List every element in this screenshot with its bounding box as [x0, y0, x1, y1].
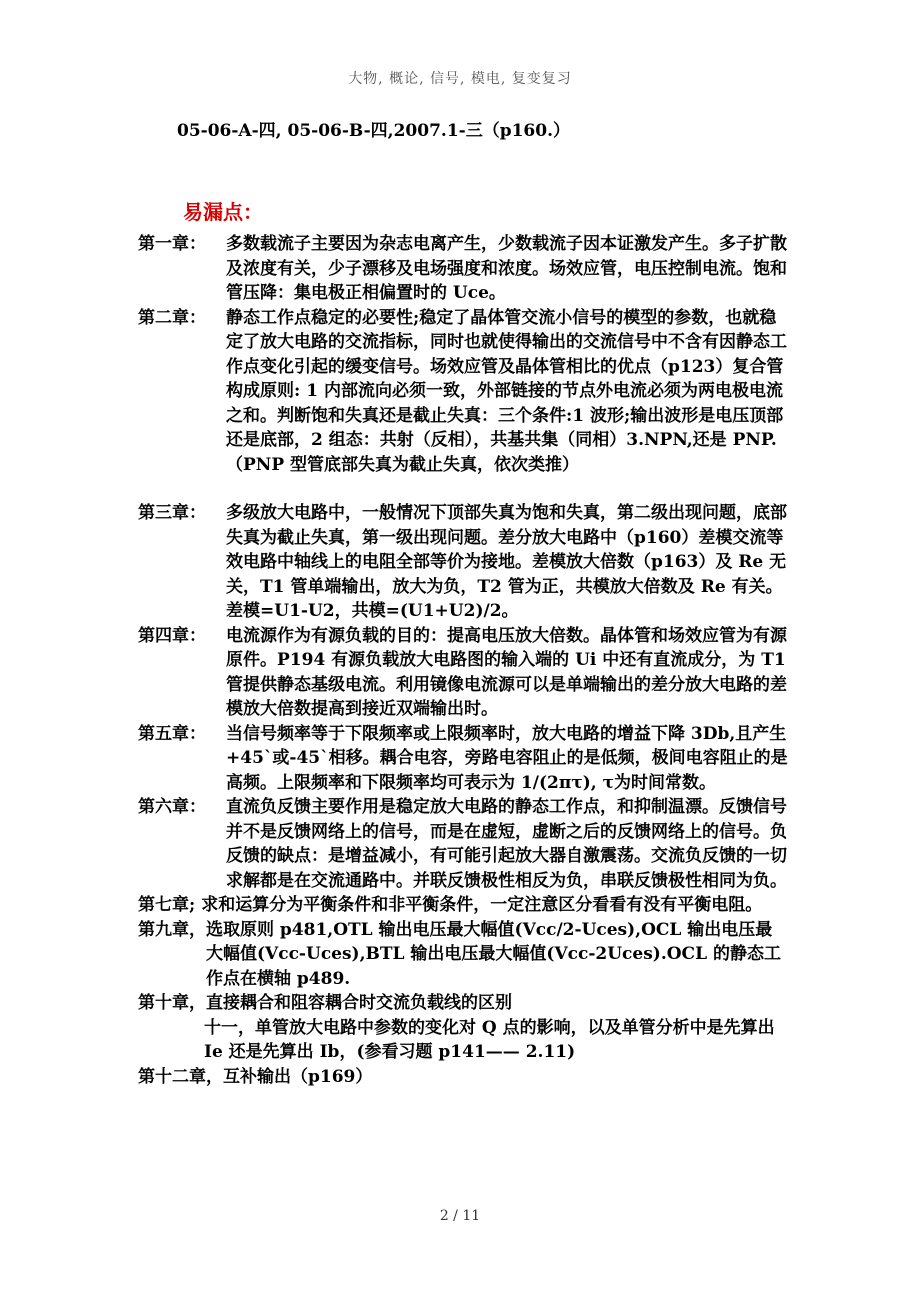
- chapter-11: 十一，单管放大电路中参数的变化对 Q 点的影响，以及单管分析中是先算出 Ie 还是先算出 Ib，(参看习题 p141—— 2.11): [204, 1017, 775, 1062]
- chapter-notes: [138, 232, 788, 1089]
- chapter-7: 第七章; 求和运算分为平衡条件和非平衡条件，一定注意区分看看有没有平衡电阻。: [138, 895, 763, 915]
- chapter-10: 第十章，直接耦合和阻容耦合时交流负载线的区别: [138, 993, 512, 1013]
- chapter-12: 第十二章，互补输出（p169）: [138, 1066, 373, 1087]
- chapter-text: 选取原则 p481,OTL 输出电压最大幅值(Vcc/2-Uces),OCL 输出电压最大幅值(Vcc-Uces),BTL 输出电压最大幅值(Vcc-2Uces).OCL 的静态工作点在横轴 p489.: [206, 919, 781, 989]
- chapter-label: 第六章：: [138, 797, 206, 817]
- page-header: 大物, 概论, 信号, 模电, 复变复习: [348, 71, 572, 87]
- chapter-label: 第五章：: [138, 723, 206, 744]
- chapter-5: [138, 722, 788, 796]
- chapter-text: 多数载流子主要因为杂志电离产生，少数载流子因本证激发产生。多子扩散及浓度有关，少子漂移及电场强度和浓度。场效应管，电压控制电流。饱和管压降：集电极正相偏置时的 Uce。: [226, 234, 787, 303]
- chapter-2: [138, 306, 788, 478]
- chapter-label: 第三章：: [138, 503, 206, 523]
- chapter-label: 第九章，: [138, 919, 206, 940]
- section-title-easy-miss: 易漏点：: [183, 200, 263, 224]
- chapter-4: [138, 624, 788, 722]
- chapter-label: 第二章：: [138, 307, 206, 328]
- chapter-text: 当信号频率等于下限频率或上限频率时，放大电路的增益下降 3Db,且产生+45`或-45`相移。耦合电容，旁路电容阻止的是低频，极间电容阻止的是高频。上限频率和下限频率均可表示为 1/(2πτ), τ为时间常数。: [226, 723, 788, 793]
- chapter-6: [138, 795, 788, 893]
- chapter-text: 多级放大电路中，一般情况下顶部失真为饱和失真，第二级出现问题，底部失真为截止失真，第一级出现问题。差分放大电路中（p160）差模交流等效电路中轴线上的电阻全部等价为接地。差模放大倍数（p163）及 Re 无关，T1 管单端输出，放大为负，T2 管为正，共模放大倍数及 Re 有关。差模=U1-U2，共模=(U1+U2)/2。: [226, 503, 787, 621]
- chapter-text: 电流源作为有源负载的目的：提高电压放大倍数。晶体管和场效应管为有源原件。P194 有源负载放大电路图的输入端的 Ui 中还有直流成分，为 T1 管提供静态基级电流。利用镜像电流源可以是单端输出的差分放大电路的差模放大倍数提高到接近双端输出时。: [226, 625, 787, 719]
- chapter-1: [138, 232, 788, 306]
- chapter-text: 静态工作点稳定的必要性;稳定了晶体管交流小信号的模型的参数，也就稳定了放大电路的交流指标，同时也就使得输出的交流信号中不含有因静态工作点变化引起的缓变信号。场效应管及晶体管相比的优点（p123）复合管构成原则: 1 内部流向必须一致，外部链接的节点外电流必须为两电极电流之和。判断饱和失真还是截止失真：三个条件:1 波形;输出波形是电压顶部还是底部，2 组态：共射（反相），共基共集（同相）3.NPN,还是 PNP.（PNP 型管底部失真为截止失真，依次类推）: [226, 307, 787, 475]
- chapter-label: 第一章：: [138, 234, 206, 254]
- chapter-label: 第四章：: [138, 625, 206, 646]
- chapter-3: [138, 501, 788, 624]
- exam-reference: 05-06-A-四, 05-06-B-四,2007.1-三（p160.）: [177, 121, 571, 141]
- chapter-9: [138, 918, 788, 992]
- chapter-text: 直流负反馈主要作用是稳定放大电路的静态工作点，和抑制温漂。反馈信号并不是反馈网络上的信号，而是在虚短，虚断之后的反馈网络上的信号。负反馈的缺点：是增益减小，有可能引起放大器自激震荡。交流负反馈的一切求解都是在交流通路中。并联反馈极性相反为负，串联反馈极性相同为负。: [226, 797, 787, 891]
- page-number: 2 / 11: [439, 1208, 481, 1224]
